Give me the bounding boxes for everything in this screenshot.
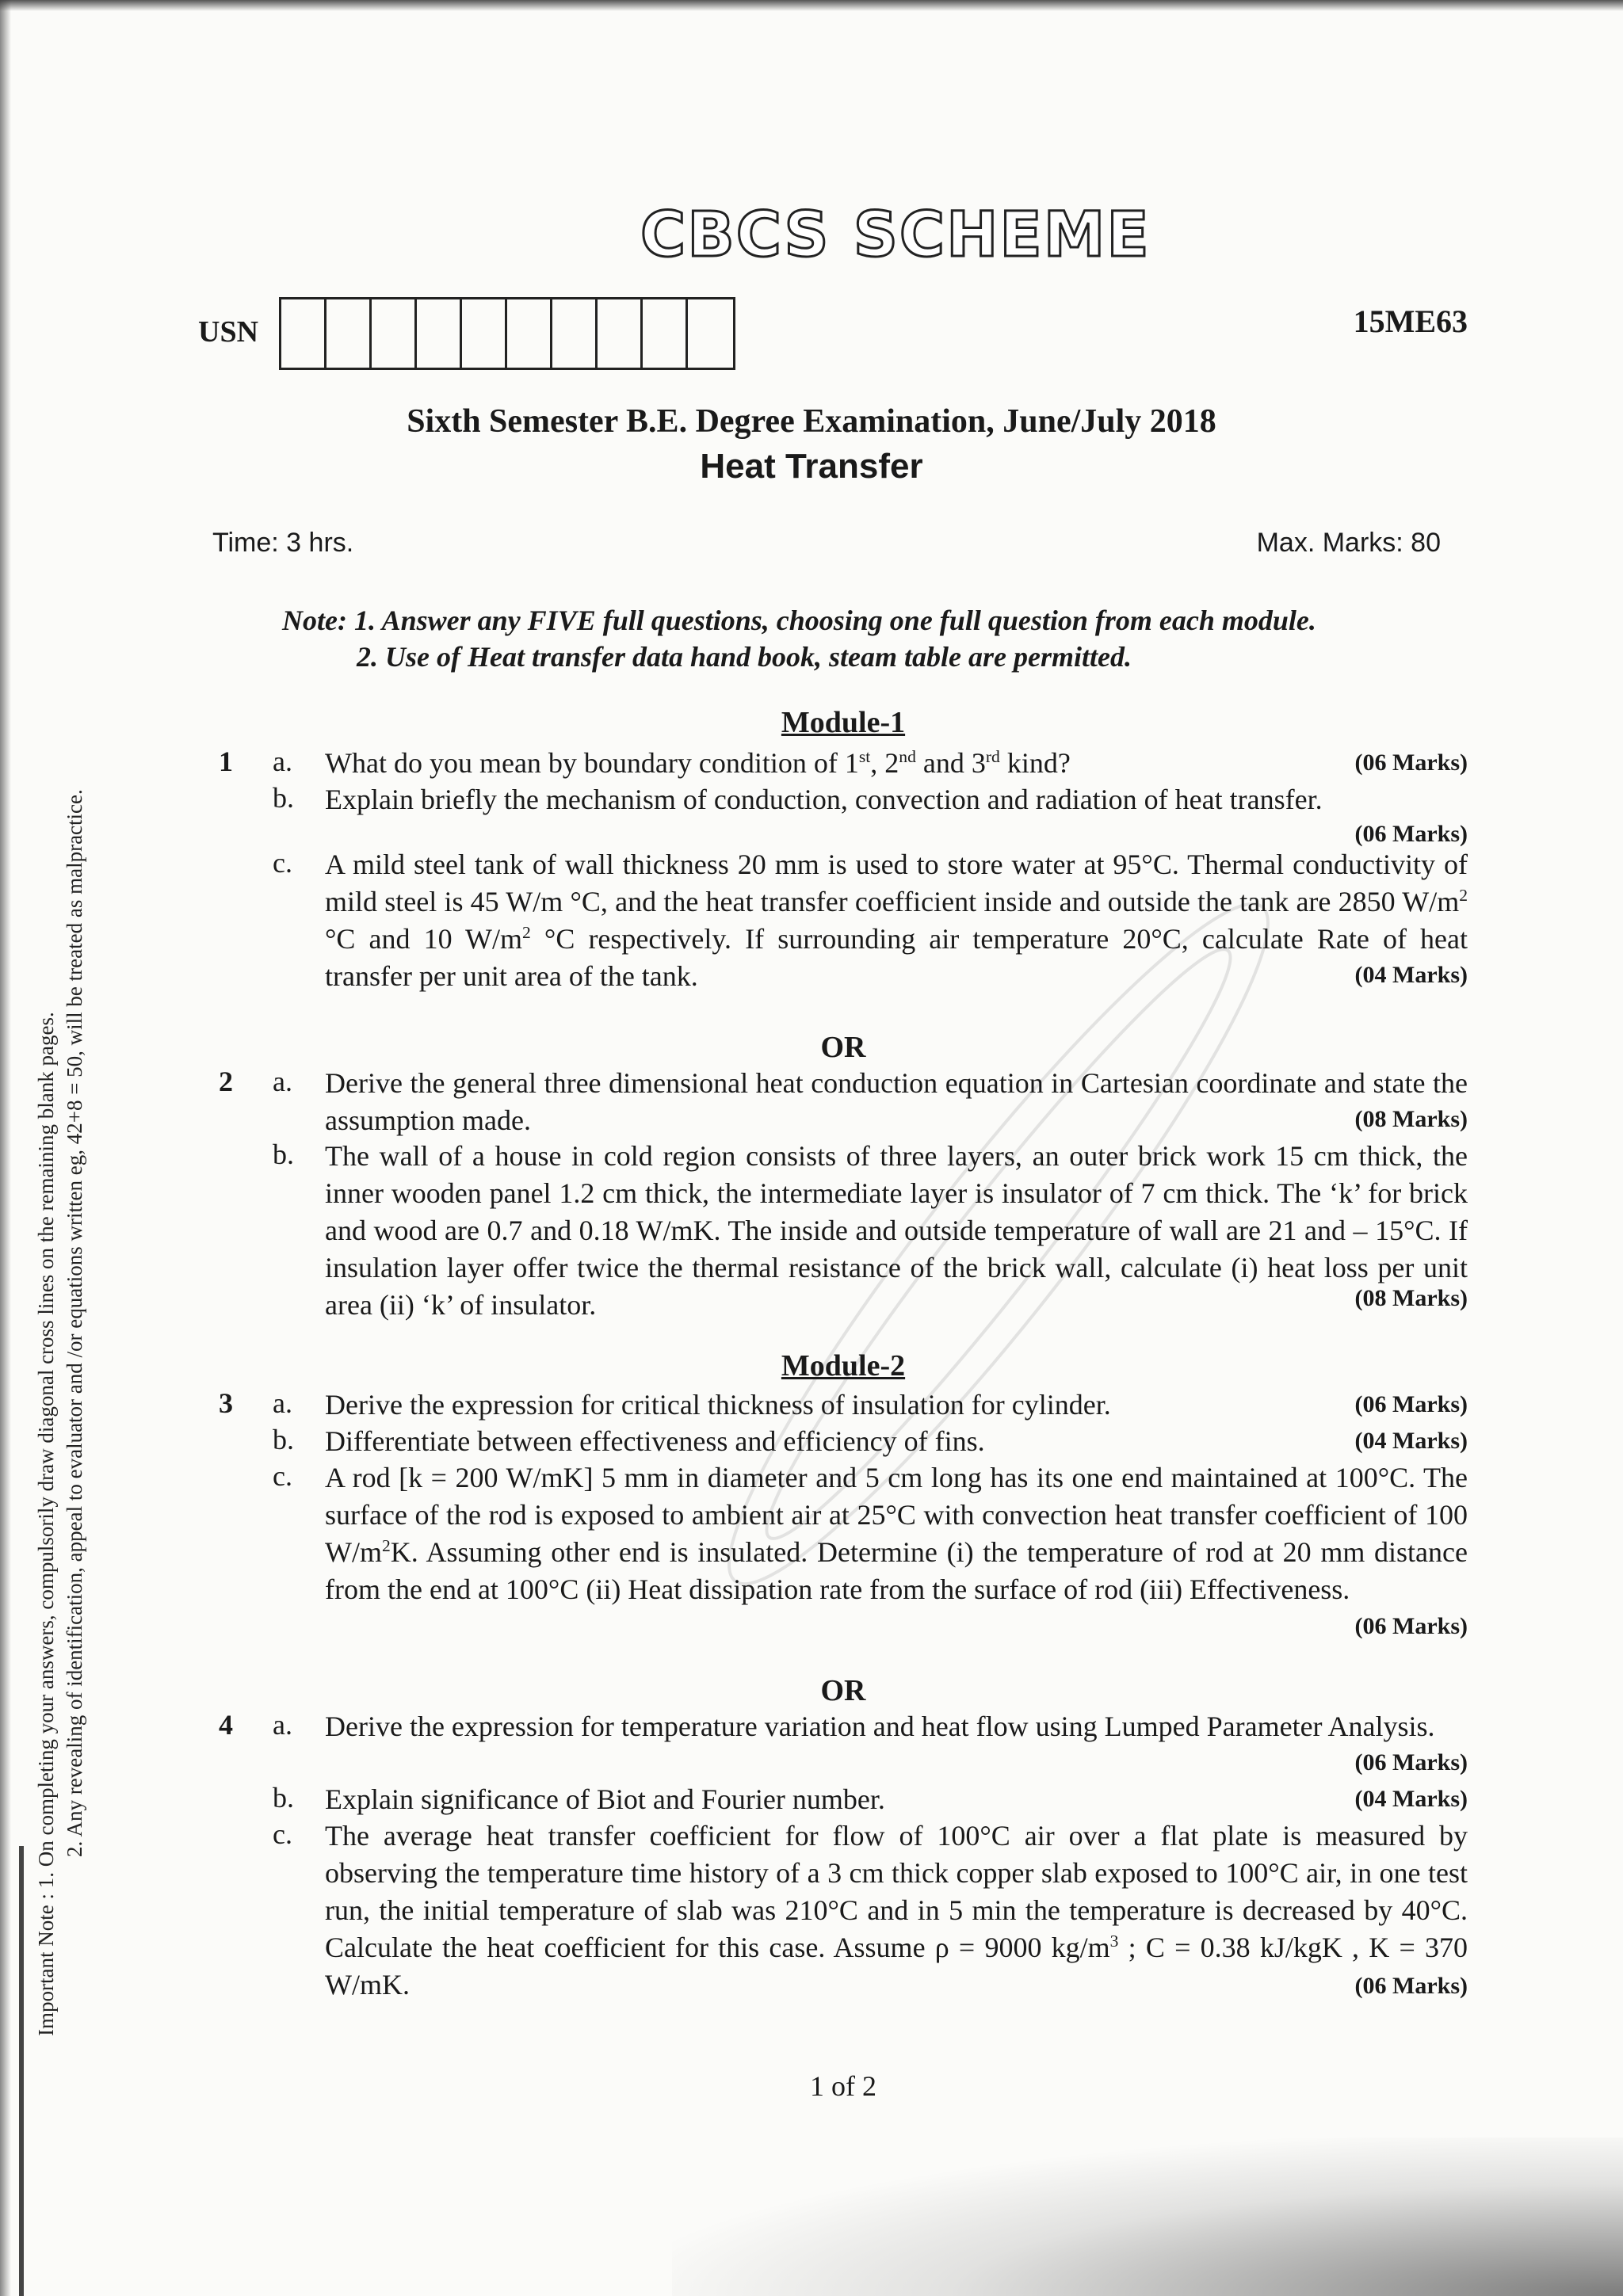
scan-shadow-bottom [672,2138,1623,2296]
question-4b-marks: (04 Marks) [1354,1786,1468,1812]
question-4a-text: Derive the expression for temperature variation and heat flow using Lumped Parameter Analysis. [325,1711,1435,1742]
usn-box [643,299,688,368]
question-2a-marks: (08 Marks) [1354,1106,1468,1132]
question-4c-marks: (06 Marks) [1354,1973,1468,1999]
module-1-heading: Module-1 [781,706,906,739]
page-number: 1 of 2 [810,2070,876,2102]
usn-box [688,299,733,368]
usn-label: USN [198,315,259,349]
or-divider-1: OR [820,1031,866,1064]
usn-box [372,299,417,368]
instructions-note [282,602,1471,675]
usn-box [552,299,598,368]
question-4c-label: c. [273,1818,292,1850]
question-1c-label: c. [273,847,292,879]
question-2a-label: a. [273,1066,292,1097]
exam-time: Time: 3 hrs. [212,528,354,558]
question-4a-label: a. [273,1709,292,1741]
question-1-number: 1 [219,746,233,777]
usn-box [462,299,507,368]
note-line-1: Note: 1. Answer any FIVE full questions, choosing one full question from each module. [282,605,1316,636]
question-2-number: 2 [219,1066,233,1097]
question-1b-text: Explain briefly the mechanism of conduction, convection and radiation of heat transfer. [325,784,1323,815]
question-3c-label: c. [273,1460,292,1492]
max-marks: Max. Marks: 80 [1256,528,1441,558]
question-4b-label: b. [273,1782,294,1814]
usn-boxes [279,297,735,370]
question-4b-text: Explain significance of Biot and Fourier number. [325,1783,885,1815]
question-1a-marks: (06 Marks) [1354,749,1468,776]
question-3c-text: A rod [k = 200 W/mK] 5 mm in diameter and 5 cm long has its one end maintained at 100°C. The surface of the rod is exposed to ambient air at 25°C with convection heat transfer coefficient of 100 $W/m^2K$. Assuming other end is insulated. Determine (i) the temperature of rod at 20 mm distance from the end at 100°C (ii) Heat dissipation rate from the surface of rod (iii) Effectiveness. [325,1462,1468,1605]
note-line-2: 2. Use of Heat transfer data hand book, steam table are permitted. [357,641,1132,673]
question-3a-text: Derive the expression for critical thickness of insulation for cylinder. [325,1389,1111,1421]
question-3-number: 3 [219,1387,233,1419]
usn-box [598,299,643,368]
question-1b-marks: (06 Marks) [1354,821,1468,847]
question-2a-text: Derive the general three dimensional heat conduction equation in Cartesian coordinate and state the assumption made. [325,1067,1468,1136]
usn-box [507,299,552,368]
question-1c-marks: (04 Marks) [1354,962,1468,988]
scan-shadow-top [0,0,1623,11]
usn-box [327,299,372,368]
question-3a-marks: (06 Marks) [1354,1391,1468,1417]
question-3b-text: Differentiate between effectiveness and efficiency of fins. [325,1425,985,1457]
usn-box [281,299,327,368]
question-4c-text: The average heat transfer coefficient for flow of 100°C air over a flat plate is measured by observing the temperature time history of a 3 cm thick copper slab exposed to 100°C air, in one test run, the initial temperature of slab was 210°C and in 5 min the temperature is decreased by 40°C. Calculate the heat coefficient for this case. Assume ρ = 9000 $kg/m^3$ ; C = 0.38 kJ/kgK , K = 370 W/mK. [325,1820,1468,2000]
side-important-note [32,610,89,2036]
question-3a-label: a. [273,1387,292,1419]
question-1a-label: a. [273,746,292,777]
question-3b-label: b. [273,1424,294,1455]
question-1b-label: b. [273,782,294,814]
question-4a-marks: (06 Marks) [1354,1749,1468,1775]
cbcs-scheme-logo: CBCS SCHEME [640,200,1151,271]
usn-box [417,299,462,368]
question-2b-label: b. [273,1138,294,1170]
or-divider-2: OR [820,1674,866,1707]
question-1c-text: A mild steel tank of wall thickness 20 mm is used to store water at 95°C. Thermal conductivity of mild steel is 45 W/m °C, and the heat transfer coefficient inside and outside the tank are 2850 $W/m^2$ °C and 10 $W/m^2$ °C respectively. If surrounding air temperature 20°C, calculate Rate of heat transfer per unit area of the tank. [325,849,1468,992]
question-3b-marks: (04 Marks) [1354,1428,1468,1454]
question-3c-marks: (06 Marks) [1354,1613,1468,1639]
course-code: 15ME63 [1353,303,1468,339]
question-4-number: 4 [219,1709,233,1741]
question-1a-text: What do you mean by boundary condition of 1st, 2nd and 3rd kind? [325,747,1071,779]
subject-title: Heat Transfer [700,447,923,486]
question-2b-text: The wall of a house in cold region consists of three layers, an outer brick work 15 cm thick, the inner wooden panel 1.2 cm thick, the intermediate layer is insulator of 7 cm thick. The ‘k’ for brick and wood are 0.7 and 0.18 W/mK. The inside and outside temperature of wall are 21 and – 15°C. If insulation layer offer twice the thermal resistance of the brick wall, calculate (i) heat loss per unit area (ii) ‘k’ of insulator. [325,1140,1468,1321]
side-note-line-1: Important Note : 1. On completing your answers, compulsorily draw diagonal cross lines on the remaining blank pages. [34,1012,58,2036]
side-note-line-2: 2. Any revealing of identification, appeal to evaluator and /or equations written eg, 42+8 = 50, will be treated as malpractice. [63,789,86,1857]
module-2-heading: Module-2 [781,1349,906,1383]
question-2b-marks: (08 Marks) [1354,1285,1468,1311]
scan-shadow-left [0,0,11,2296]
exam-title: Sixth Semester B.E. Degree Examination, June/July 2018 [407,403,1216,440]
